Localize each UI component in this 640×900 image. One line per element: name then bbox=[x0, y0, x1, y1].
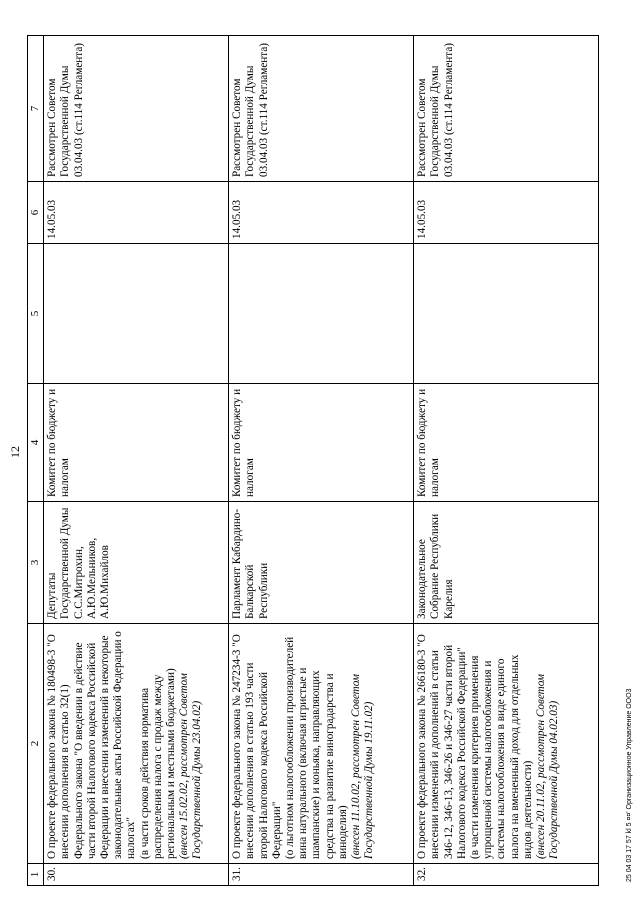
bill-submitted: (внесен 11.10.02, рассмотрен Советом Государственной Думы 19.11.02) bbox=[350, 673, 376, 859]
bill-submitted: (внесен 15.02.02, рассмотрен Советом Государственной Думы 23.04.02) bbox=[178, 673, 204, 859]
bill-description bbox=[229, 624, 414, 864]
bill-committee: Комитет по бюджету и налогам bbox=[44, 384, 229, 502]
bill-note: (в части сроков действия норматива распределения налога с продаж между региональным и местными бюджетами) bbox=[138, 668, 178, 859]
header-col-2: 2 bbox=[28, 624, 44, 864]
header-col-3: 3 bbox=[28, 502, 44, 624]
bill-description bbox=[44, 624, 229, 864]
table-header-row bbox=[28, 36, 44, 886]
fax-footer: 25 04 03 17 57 kl 5 ¤¤' Организационное Управление ООО3 bbox=[626, 688, 633, 882]
bill-date: 14.05.03 bbox=[414, 182, 599, 244]
bill-initiator: Депутаты Государственной Думы С.С.Митрохин, А.Ю.Мельников, А.Ю.Михайлов bbox=[44, 502, 229, 624]
header-col-6: 6 bbox=[28, 182, 44, 244]
bill-status: Рассмотрен Советом Государственной Думы 03.04.03 (ст.114 Регламента) bbox=[229, 36, 414, 182]
bill-note: (о льготном налогообложении производителей вина натурального (включая игристые и шампанские) и коньяка, направляющих средства на развитие виноградарства и виноделия) bbox=[284, 636, 349, 859]
row-number: 30. bbox=[44, 864, 229, 886]
bill-description bbox=[414, 624, 599, 864]
bills-table bbox=[27, 35, 599, 886]
bill-title: О проекте федерального закона № 266180-3 "О внесении изменений и дополнений в статьи 346-12, 346-13, 346-26 и 346-27 части второй Налогового кодекса Российской Федерации" bbox=[416, 634, 468, 859]
bill-note: (в части изменения критериев применения упрощенной системы налогообложения и системы налогообложения в виде единого налога на вмененный доход для отдельных видов деятельности) bbox=[469, 654, 534, 859]
header-col-4: 4 bbox=[28, 384, 44, 502]
bill-date: 14.05.03 bbox=[229, 182, 414, 244]
bill-title: О проекте федерального закона № 180498-3 "О внесении дополнения в статью 32(1) Федерального закона "О введении в действие части второй Налогового кодекса Российской Федерации и внесении изменений в некоторые законодательные акты Российской Федерации о налогах" bbox=[46, 631, 138, 859]
bill-initiator: Законодательное Собрание Республики Карелия bbox=[414, 502, 599, 624]
page-number: 12 bbox=[8, 446, 22, 458]
bill-committee: Комитет по бюджету и налогам bbox=[229, 384, 414, 502]
bill-initiator: Парламент Кабардино-Балкарской Республики bbox=[229, 502, 414, 624]
header-col-7: 7 bbox=[28, 36, 44, 182]
row-number: 32. bbox=[414, 864, 599, 886]
bill-status: Рассмотрен Советом Государственной Думы 03.04.03 (ст.114 Регламента) bbox=[44, 36, 229, 182]
header-col-1: 1 bbox=[28, 864, 44, 886]
bill-col5 bbox=[44, 244, 229, 384]
bill-col5 bbox=[229, 244, 414, 384]
table-row bbox=[229, 36, 414, 886]
bill-submitted: (внесен 20.11.02, рассмотрен Советом Государственной Думы 04.02.03) bbox=[535, 673, 561, 859]
bill-col5 bbox=[414, 244, 599, 384]
table-row bbox=[414, 36, 599, 886]
row-number: 31. bbox=[229, 864, 414, 886]
table-row bbox=[44, 36, 229, 886]
bill-title: О проекте федерального закона № 247234-3 "О внесении дополнения в статью 193 части второй Налогового кодекса Российской Федерации" bbox=[231, 634, 283, 859]
header-col-5: 5 bbox=[28, 244, 44, 384]
bill-committee: Комитет по бюджету и налогам bbox=[414, 384, 599, 502]
bill-status: Рассмотрен Советом Государственной Думы 03.04.03 (ст.114 Регламента) bbox=[414, 36, 599, 182]
bill-date: 14.05.03 bbox=[44, 182, 229, 244]
